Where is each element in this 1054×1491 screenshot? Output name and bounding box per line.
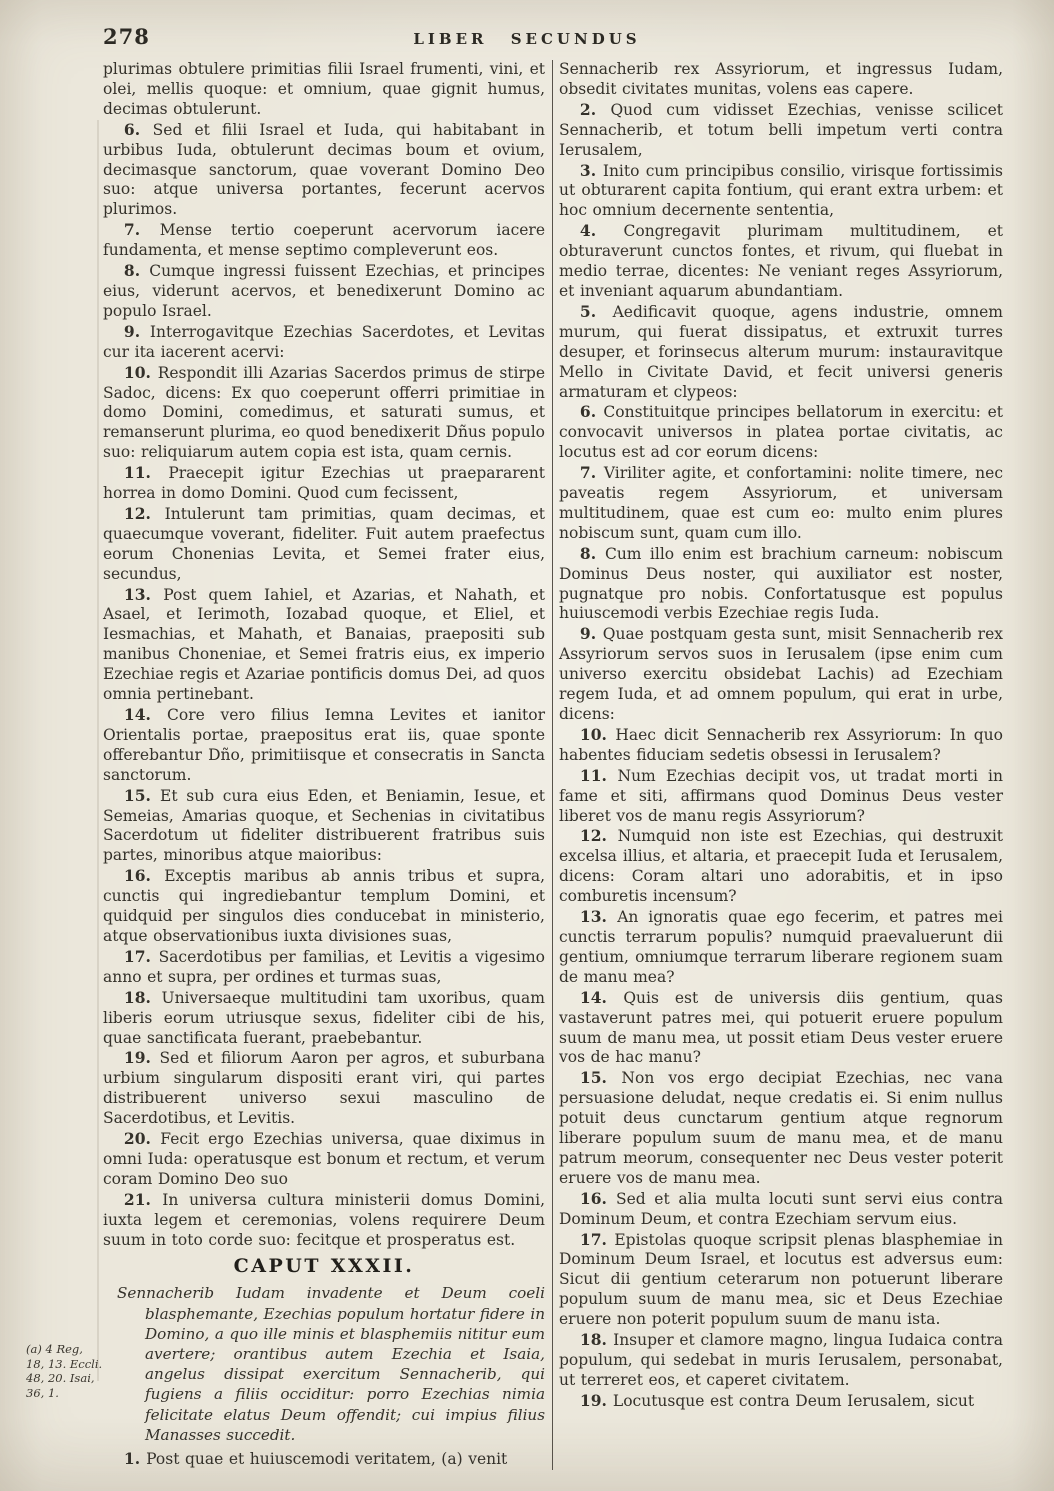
verse-number: 7. bbox=[579, 463, 604, 483]
verse-number: 9. bbox=[579, 624, 603, 644]
verse-number: 17. bbox=[579, 1229, 615, 1249]
verse-number: 8. bbox=[579, 543, 605, 563]
verse-paragraph: 14. Core vero filius Iemna Levites et ianitor Orientalis portae, praepositus erat iis, quae sponte offerebantur Dño, primitiisque et consecratis in Sancta sanctorum. bbox=[103, 705, 546, 784]
verse-number: 17. bbox=[123, 946, 159, 966]
verse-paragraph: 21. In universa cultura ministerii domus Domini, iuxta legem et ceremonias, volens requirere Deum suum in toto corde suo: fecitque et prosperatus est. bbox=[103, 1189, 545, 1249]
verse-number: 6. bbox=[123, 119, 153, 139]
verse-paragraph: 14. Quis est de universis diis gentium, quas vastaverunt patres mei, qui potuerit eruere populum suum de manu mea, ut possit etiam Deus vester eruere vos de hac manu? bbox=[559, 987, 1004, 1067]
verse-paragraph: 20. Fecit ergo Ezechias universa, quae diximus in omni Iuda: operatusque est bonum et rectum, et verum coram Domino Deo suo bbox=[103, 1129, 546, 1188]
verse-number: 4. bbox=[579, 221, 624, 241]
verse-paragraph: 18. Insuper et clamore magno, lingua Iudaica contra populum, qui sedebat in muris Ierusalem, personabat, ut terreret eos, et caperet civitatem. bbox=[559, 1330, 1003, 1389]
verse-number: 21. bbox=[123, 1189, 163, 1209]
continuation-paragraph: Sennacherib rex Assyriorum, et ingressus Iudam, obsedit civitates munitas, volens eas capere. bbox=[559, 60, 1003, 98]
verse-paragraph: 11. Praecepit igitur Ezechias ut praepararent horrea in domo Domini. Quod cum fecissent, bbox=[103, 463, 545, 503]
verse-paragraph: 1. Post quae et huiuscemodi veritatem, (a) venit bbox=[123, 1449, 508, 1468]
verse-number: 13. bbox=[579, 907, 618, 927]
verse-paragraph: 17. Epistolas quoque scripsit plenas blasphemiae in Dominum Deum Israel, et locutus est adversus eum: Sicut dii gentium ceterarum non potuerunt liberare populum suum de manu mea, sic et Deus Ezechiae eruere non poterit populum suum de manu ista. bbox=[559, 1229, 1003, 1329]
verse-number: 3. bbox=[579, 160, 603, 180]
verse-number: 12. bbox=[579, 826, 618, 846]
verse-paragraph: 3. Inito cum principibus consilio, virisque fortissimis ut obturarent capita fontium, qui erant extra urbem: et hoc omnium decernente sententia, bbox=[559, 160, 1004, 220]
verse-number: 5. bbox=[579, 301, 613, 321]
verse-paragraph: 6. Constituitque principes bellatorum in exercitu: et convocavit universos in platea portae civitatis, ac locutus est ad cor eorum dicens: bbox=[559, 402, 1004, 462]
verse-number: 16. bbox=[123, 866, 165, 886]
verse-paragraph: 9. Quae postquam gesta sunt, misit Sennacherib rex Assyriorum servos suos in Ierusalem (ipse enim cum universo exercitu obsidebat Lachis) ad Ezechiam regem Iuda, et ad omnem populum, qui erat in urbe, dicens: bbox=[559, 624, 1003, 723]
margin-note-line: 18, 13. Eccli. bbox=[26, 1356, 103, 1371]
verse-paragraph: 12. Intulerunt tam primitias, quam decimas, et quaecumque voverant, fideliter. Fuit autem praefectus eorum Chonenias Levita, et Semei frater eius, secundus, bbox=[103, 503, 545, 583]
page-header bbox=[0, 24, 1054, 54]
left-column bbox=[103, 60, 545, 1470]
continuation-paragraph: plurimas obtulere primitias filii Israel frumenti, vini, et olei, mellis quoque: et omnium, quae gignit humus, decimas obtulerunt. bbox=[103, 60, 545, 118]
verse-paragraph: 8. Cum illo enim est brachium carneum: nobiscum Dominus Deus noster, qui auxiliator est noster, pugnatque pro nobis. Confortatusque est populus huiuscemodi verbis Ezechiae regis Iuda. bbox=[559, 543, 1003, 623]
verse-paragraph: 10. Respondit illi Azarias Sacerdos primus de stirpe Sadoc, dicens: Ex quo coeperunt offerri primitiae in domo Domini, comedimus, et saturati sumus, et remanserunt plurima, eo quod benedixerit Dñus populo suo: reliquiarum autem copia est ista, quam cernis. bbox=[103, 362, 545, 462]
verse-paragraph: 4. Congregavit plurimam multitudinem, et obturaverunt cunctos fontes, et rivum, qui fluebat in medio terrae, dicentes: Ne veniant reges Assyriorum, et inveniant aquarum abundantiam. bbox=[559, 221, 1004, 300]
verse-number: 11. bbox=[579, 765, 618, 785]
verse-paragraph: 13. An ignoratis quae ego fecerim, et patres mei cunctis terrarum populis? numquid praevaluerunt dii gentium, omniumque terrarum liberare regionem suam de manu mea? bbox=[559, 907, 1003, 986]
verse-paragraph: 5. Aedificavit quoque, agens industrie, omnem murum, qui fuerat dissipatus, et extruxit turres desuper, et forinsecus alterum murum: instauravitque Mello in Civitate David, et fecit universi generis armaturam et clypeos: bbox=[559, 301, 1003, 401]
verse-paragraph: 12. Numquid non iste est Ezechias, qui destruxit excelsa illius, et altaria, et praecepit Iuda et Ierusalem, dicens: Coram altari uno adorabitis, et in ipso comburetis incensum? bbox=[559, 826, 1004, 906]
chapter-argument: Sennacherib Iudam invadente et Deum coeli blasphemante, Ezechias populum hortatur fidere in Domino, a quo ille minis et blasphemiis nititur eum avertere; orantibus autem Ezechia et Isaia, angelus dissipat exercitum Sennacherib, qui fugiens a filiis occiditur: porro Ezechias nimia felicitate elatus Deum offendit; cui impius filius Manasses succedit. bbox=[117, 1284, 546, 1444]
verse-paragraph: 8. Cumque ingressi fuissent Ezechias, et principes eius, viderunt acervos, et benedixerunt Domino ac populo Israel. bbox=[103, 261, 545, 320]
verse-paragraph: 15. Et sub cura eius Eden, et Beniamin, Iesue, et Semeias, Amarias quoque, et Sechenias in civitatibus Sacerdotum ut fideliter distribuerent fratribus suis partes, minoribus atque maioribus: bbox=[103, 785, 545, 865]
verse-paragraph: 9. Interrogavitque Ezechias Sacerdotes, et Levitas cur ita iacerent acervi: bbox=[103, 321, 546, 361]
verse-paragraph: 16. Sed et alia multa locuti sunt servi eius contra Dominum Deum, et contra Ezechiam servum eius. bbox=[559, 1188, 1004, 1228]
verse-number: 13. bbox=[123, 584, 164, 604]
verse-number: 10. bbox=[579, 724, 616, 744]
margin-note-line: 36, 1. bbox=[26, 1385, 59, 1400]
verse-number: 2. bbox=[579, 99, 611, 119]
verse-number: 10. bbox=[123, 362, 158, 382]
verse-number: 19. bbox=[123, 1048, 160, 1068]
running-title: LIBER SECUNDUS bbox=[413, 30, 641, 48]
verse-paragraph: 11. Num Ezechias decipit vos, ut tradat morti in fame et siti, affirmans quod Dominus Deus vester liberet vos de manu regis Assyriorum? bbox=[559, 765, 1004, 825]
verse-paragraph: 7. Viriliter agite, et confortamini: nolite timere, nec paveatis regem Assyriorum, et universam multitudinem, quae est cum eo: multo enim plures nobiscum sunt, quam cum illo. bbox=[559, 463, 1003, 542]
column-divider-rule bbox=[552, 60, 553, 1470]
verse-number: 14. bbox=[123, 705, 168, 724]
verse-number: 7. bbox=[123, 220, 160, 240]
verse-paragraph: 16. Exceptis maribus ab annis tribus et supra, cunctis qui ingrediebantur templum Domini, et quidquid per singulos dies conducebat in ministerio, atque observationibus iuxta divisiones suas, bbox=[103, 866, 546, 945]
margin-note bbox=[26, 1342, 104, 1400]
verse-paragraph: 19. Sed et filiorum Aaron per agros, et suburbana urbium singularum dispositi erant viri, qui partes distribuerent universo sexui masculino de Sacerdotibus, et Levitis. bbox=[103, 1048, 545, 1128]
verse-paragraph: 6. Sed et filii Israel et Iuda, qui habitabant in urbibus Iuda, obtulerunt decimas boum et ovium, decimasque sanctorum, quae voverant Domino Deo suo: atque universa portantes, fecerunt acervos plurimos. bbox=[103, 119, 545, 219]
verse-number: 6. bbox=[579, 402, 604, 422]
text-columns bbox=[103, 60, 1003, 1470]
margin-note-line: (a) 4 Reg, bbox=[26, 1342, 83, 1356]
verse-paragraph: 18. Universaeque multitudini tam uxoribus, quam liberis eorum utriusque sexus, fideliter cibi de his, quae sanctificata fuerant, praebebantur. bbox=[103, 987, 545, 1047]
right-column-verses bbox=[559, 60, 1003, 1412]
right-column bbox=[559, 60, 1003, 1470]
chapter-opening-verses bbox=[103, 1449, 545, 1470]
verse-paragraph: 15. Non vos ergo decipiat Ezechias, nec vana persuasione deludat, neque credatis ei. Si enim nullus potuit deus cunctarum gentium atque regnorum liberare populum suum de manu mea, et de manu patrum meorum, consequenter nec Deus vester poterit eruere vos de manu mea. bbox=[559, 1068, 1004, 1187]
verse-number: 8. bbox=[123, 261, 150, 281]
verse-number: 14. bbox=[579, 987, 624, 1007]
left-column-verses bbox=[103, 60, 545, 1250]
verse-number: 16. bbox=[579, 1188, 616, 1208]
verse-number: 18. bbox=[123, 987, 162, 1007]
verse-paragraph: 19. Locutusque est contra Deum Ierusalem, sicut bbox=[579, 1390, 975, 1410]
chapter-heading: CAPUT XXXII. bbox=[233, 1255, 415, 1278]
verse-number: 19. bbox=[579, 1390, 613, 1410]
verse-number: 20. bbox=[123, 1129, 161, 1149]
verse-paragraph: 17. Sacerdotibus per familias, et Levitis a vigesimo anno et supra, per ordines et turmas suas, bbox=[103, 946, 546, 986]
verse-number: 11. bbox=[123, 463, 169, 483]
verse-paragraph: 7. Mense tertio coeperunt acervorum iacere fundamenta, et mense septimo compleverunt eos. bbox=[103, 220, 546, 260]
verse-number: 1. bbox=[123, 1449, 147, 1468]
verse-number: 15. bbox=[579, 1068, 622, 1088]
verse-number: 9. bbox=[123, 321, 150, 341]
verse-paragraph: 10. Haec dicit Sennacherib rex Assyriorum: In quo habentes fiduciam sedetis obsessi in Ierusalem? bbox=[559, 724, 1003, 764]
verse-number: 18. bbox=[579, 1330, 614, 1350]
verse-number: 15. bbox=[123, 785, 161, 805]
page-number: 278 bbox=[103, 24, 150, 49]
verse-number: 12. bbox=[123, 503, 165, 523]
margin-note-line: 48, 20. Isai, bbox=[26, 1371, 95, 1385]
verse-paragraph: 13. Post quem Iahiel, et Azarias, et Nahath, et Asael, et Ierimoth, Iozabad quoque, et Eliel, et Iesmachias, et Mahath, et Banaias, praepositi sub manibus Choneniae, et Semei fratris eius, ex imperio Ezechiae regis et Azariae pontificis domus Dei, ad quos omnia pertinebant. bbox=[103, 584, 545, 704]
verse-paragraph: 2. Quod cum vidisset Ezechias, venisse scilicet Sennacherib, et totum belli impetum verti contra Ierusalem, bbox=[559, 99, 1003, 159]
